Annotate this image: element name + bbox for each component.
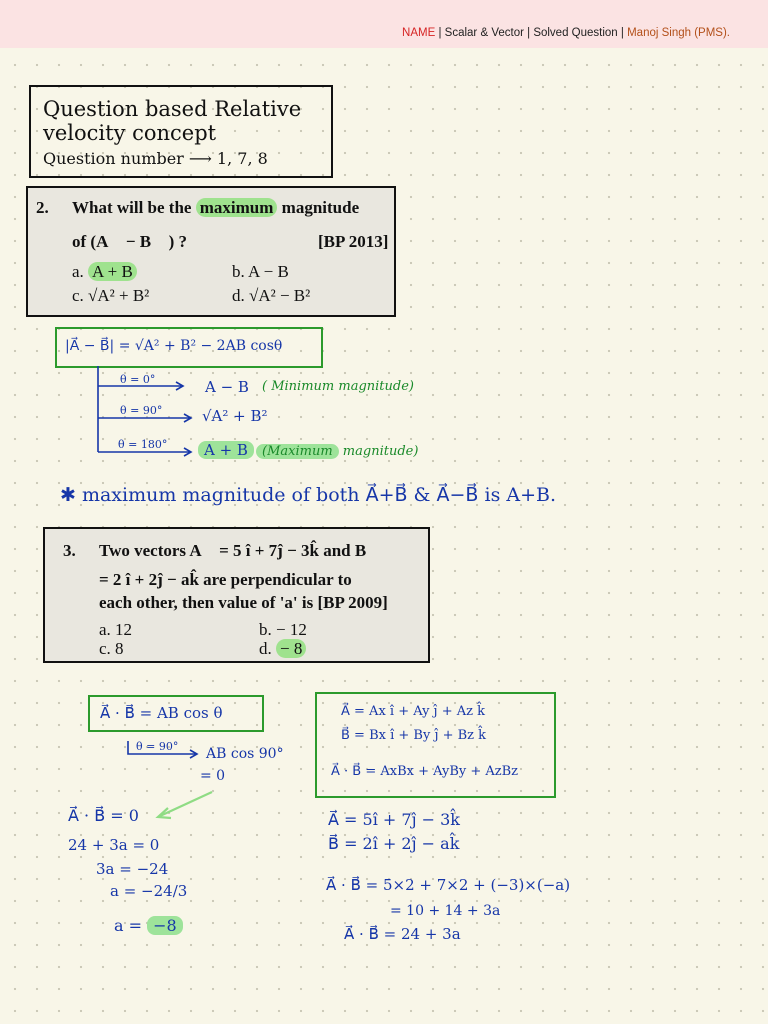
component-dot: A⃗ · B⃗ = AxBx + AyBy + AzBz <box>331 764 519 779</box>
header-topic: Scalar & Vector <box>444 27 524 39</box>
option-label: d. <box>259 639 272 658</box>
cos-90-result: AB cos 90° <box>206 746 284 762</box>
header-name: NAME <box>402 27 436 39</box>
q2-ref: [BP 2013] <box>318 232 389 251</box>
perpendicular-condition: θ = 90° <box>136 740 179 753</box>
calc-line-3: A⃗ · B⃗ = 24 + 3a <box>344 925 461 943</box>
q3-option-a: a. 12 <box>99 620 133 639</box>
branch-1-note: ( Minimum magnitude) <box>262 379 414 394</box>
question-3-box <box>43 527 430 663</box>
q3-option-b: b. − 12 <box>259 620 307 639</box>
step-dot-zero: A⃗ · B⃗ = 0 <box>68 806 139 825</box>
option-label: a. <box>72 262 84 281</box>
branch-3-value: A + B <box>198 441 254 459</box>
component-B: B⃗ = Bx î + By ĵ + Bz k̂ <box>341 728 487 743</box>
maximum-highlight: (Maximum <box>256 444 339 459</box>
branch-3-condition: θ = 180° <box>118 438 168 451</box>
step-divide: a = −24/3 <box>110 882 188 900</box>
q2-line-2: of (A⃗ − B⃗ ) ? <box>72 232 187 251</box>
q2-option-c: c. √A² + B² <box>72 286 150 305</box>
vector-B-values: B⃗ = 2î + 2ĵ − ak̂ <box>328 834 460 853</box>
branch-1-condition: θ = 0° <box>120 373 156 386</box>
title-line-1: Question based Relative <box>43 97 302 121</box>
header-sep: | <box>435 27 445 39</box>
component-A: A⃗ = Ax î + Ay ĵ + Az k̂ <box>341 704 485 719</box>
branch-2-value: √A² + B² <box>202 407 268 425</box>
conclusion-note: ✱ maximum magnitude of both A⃗+B⃗ & A⃗−B⃗ is A+B. <box>60 484 557 506</box>
final-answer-highlight: −8 <box>147 916 183 935</box>
q3-line-1: Two vectors A⃗ = 5 î + 7ĵ − 3k̂ and B⃗ <box>99 541 380 560</box>
q3-number: 3. <box>63 541 76 560</box>
component-formula-box <box>315 692 556 798</box>
answer-prefix: a = <box>114 916 143 935</box>
cos-zero: = 0 <box>200 768 226 784</box>
q3-option-c: c. 8 <box>99 639 124 658</box>
title-line-2: velocity concept <box>43 121 217 145</box>
branch-3-note <box>256 444 418 459</box>
q2-answer-highlight: A + B <box>88 262 137 281</box>
q3-line-3: each other, then value of 'a' is [BP 2009] <box>99 593 388 612</box>
dot-product-formula: A⃗ · B⃗ = AB cos θ <box>100 704 223 722</box>
dot-product-formula-box <box>88 695 264 732</box>
q2-highlight-maximum: maximum <box>196 198 278 217</box>
vector-A-values: A⃗ = 5î + 7ĵ − 3k̂ <box>328 810 460 829</box>
header-author: Manoj Singh (PMS). <box>627 27 730 39</box>
q2-option-d: d. √A² − B² <box>232 286 311 305</box>
q2-text: What will be the <box>72 198 192 217</box>
q3-answer-highlight: − 8 <box>276 639 306 658</box>
q3-option-d <box>259 639 306 659</box>
header-sep: | <box>617 27 628 39</box>
title-line-3: Question number ⟶ 1, 7, 8 <box>43 149 268 168</box>
branch-2-condition: θ = 90° <box>120 404 163 417</box>
branch-1-value: A − B <box>205 378 249 396</box>
step-3a: 3a = −24 <box>96 860 169 878</box>
header-sep: | <box>523 27 534 39</box>
q2-number: 2. <box>36 198 49 217</box>
step-answer <box>114 916 183 935</box>
magnitude-formula: |A⃗ − B⃗| = √A² + B² − 2AB cosθ <box>65 338 283 354</box>
q2-text: magnitude <box>281 198 360 217</box>
q3-line-2: = 2 î + 2ĵ − ak̂ are perpendicular to <box>99 570 352 589</box>
q2-option-b: b. A − B <box>232 262 289 281</box>
calc-line-2: = 10 + 14 + 3a <box>390 903 501 919</box>
calc-line-1: A⃗ · B⃗ = 5×2 + 7×2 + (−3)×(−a) <box>326 876 571 894</box>
header-type: Solved Question <box>533 27 618 39</box>
step-equation: 24 + 3a = 0 <box>68 836 160 854</box>
note-text: magnitude) <box>342 444 419 459</box>
